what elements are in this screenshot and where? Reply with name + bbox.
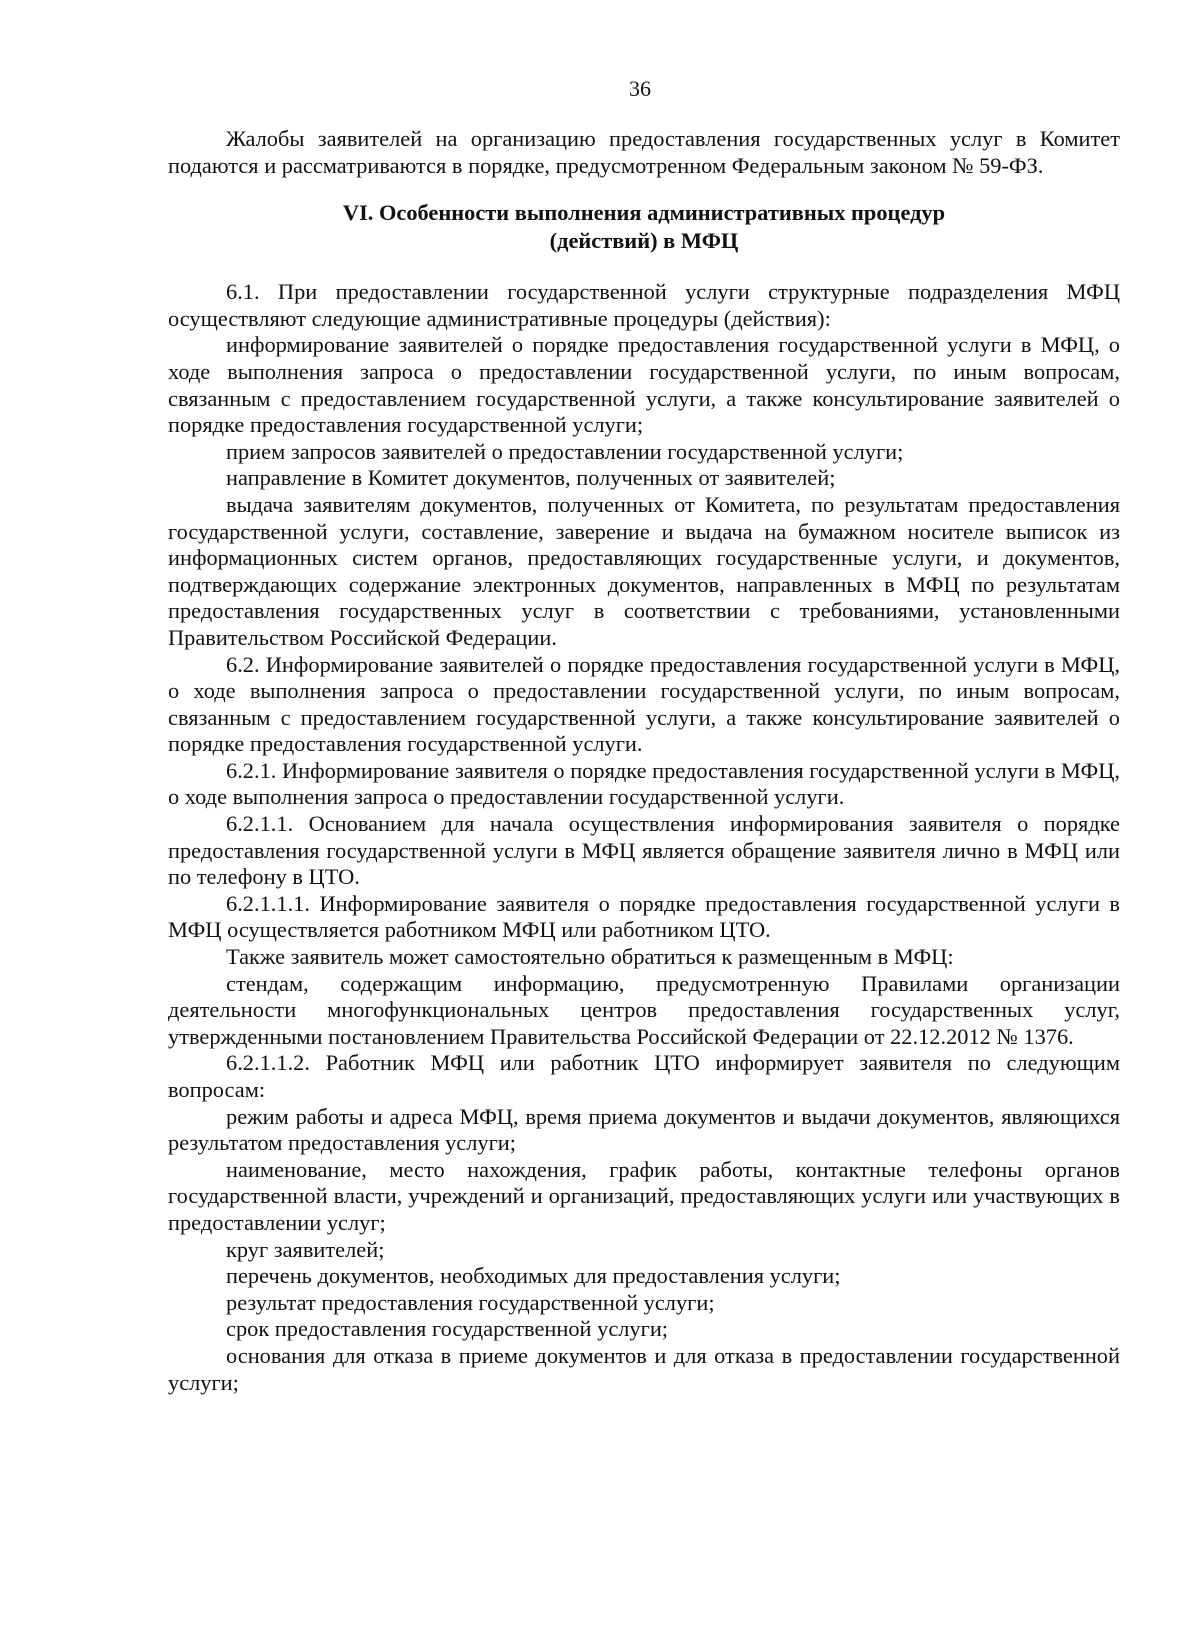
paragraph-6-2-1: 6.2.1. Информирование заявителя о порядке предоставления государственной услуги в МФЦ, о ходе выполнения запроса о предоставлении государственной услуги.: [168, 757, 1120, 810]
section-title-line-2: (действий) в МФЦ: [549, 228, 739, 254]
list-item-informing: информирование заявителей о порядке предоставления государственной услуги в МФЦ, о ходе выполнения запроса о предоставлении государственной услуги, по иным вопросам, связанным с предоставлением государственной услуги, а также консультирование заявителей о порядке предоставления государственной услуги;: [168, 332, 1120, 438]
list-item-work-mode: режим работы и адреса МФЦ, время приема документов и выдачи документов, являющихся результатом предоставления услуги;: [168, 1103, 1120, 1156]
section-heading: [168, 199, 1120, 255]
list-item-term: срок предоставления государственной услуги;: [226, 1316, 669, 1342]
paragraph-6-2-1-1-1: 6.2.1.1.1. Информирование заявителя о порядке предоставления государственной услуги в МФЦ осуществляется работником МФЦ или работником ЦТО.: [168, 890, 1120, 943]
list-item-applicants: круг заявителей;: [226, 1236, 385, 1262]
list-item-issuing: выдача заявителям документов, полученных от Комитета, по результатам предоставления государственной услуги, составление, заверение и выдача на бумажном носителе выписок из информационных систем органов, предоставляющих государственные услуги, и документов, подтверждающих содержание электронных документов, направленных в МФЦ по результатам предоставления государственных услуг в соответствии с требованиями, установленными Правительством Российской Федерации.: [168, 491, 1120, 650]
list-item-stands: стендам, содержащим информацию, предусмотренную Правилами организации деятельности многофункциональных центров предоставления государственных услуг, утвержденными постановлением Правительства Российской Федерации от 22.12.2012 № 1376.: [168, 970, 1120, 1049]
document-body: [168, 126, 1120, 1396]
paragraph-also-applicant: Также заявитель может самостоятельно обратиться к размещенным в МФЦ:: [226, 944, 954, 970]
list-item-reception: прием запросов заявителей о предоставлении государственной услуги;: [226, 438, 904, 464]
list-item-sending: направление в Комитет документов, полученных от заявителей;: [226, 465, 836, 491]
page-number: 36: [629, 76, 651, 101]
list-item-refusal-grounds: основания для отказа в приеме документов и для отказа в предоставлении государственной услуги;: [168, 1342, 1120, 1395]
paragraph-6-2: 6.2. Информирование заявителей о порядке предоставления государственной услуги в МФЦ, о ходе выполнения запроса о предоставлении государственной услуги, по иным вопросам, связанным с предоставлением государственной услуги, а также консультирование заявителей о порядке предоставления государственной услуги.: [168, 651, 1120, 757]
list-item-organizations: наименование, место нахождения, график работы, контактные телефоны органов государственной власти, учреждений и организаций, предоставляющих услуги или участвующих в предоставлении услуг;: [168, 1156, 1120, 1235]
list-item-documents: перечень документов, необходимых для предоставления услуги;: [226, 1263, 841, 1289]
intro-paragraph: Жалобы заявителей на организацию предоставления государственных услуг в Комитет подаются и рассматриваются в порядке, предусмотренном Федеральным законом № 59-ФЗ.: [168, 126, 1120, 178]
section-title-line-1: VI. Особенности выполнения административных процедур: [342, 200, 946, 226]
paragraph-6-2-1-1: 6.2.1.1. Основанием для начала осуществления информирования заявителя о порядке предоставления государственной услуги в МФЦ является обращение заявителя лично в МФЦ или по телефону в ЦТО.: [168, 811, 1120, 890]
paragraph-6-1: 6.1. При предоставлении государственной услуги структурные подразделения МФЦ осуществляют следующие административные процедуры (действия):: [168, 279, 1120, 331]
list-item-result: результат предоставления государственной услуги;: [226, 1289, 715, 1315]
paragraph-6-2-1-1-2: 6.2.1.1.2. Работник МФЦ или работник ЦТО информирует заявителя по следующим вопросам:: [168, 1050, 1120, 1102]
